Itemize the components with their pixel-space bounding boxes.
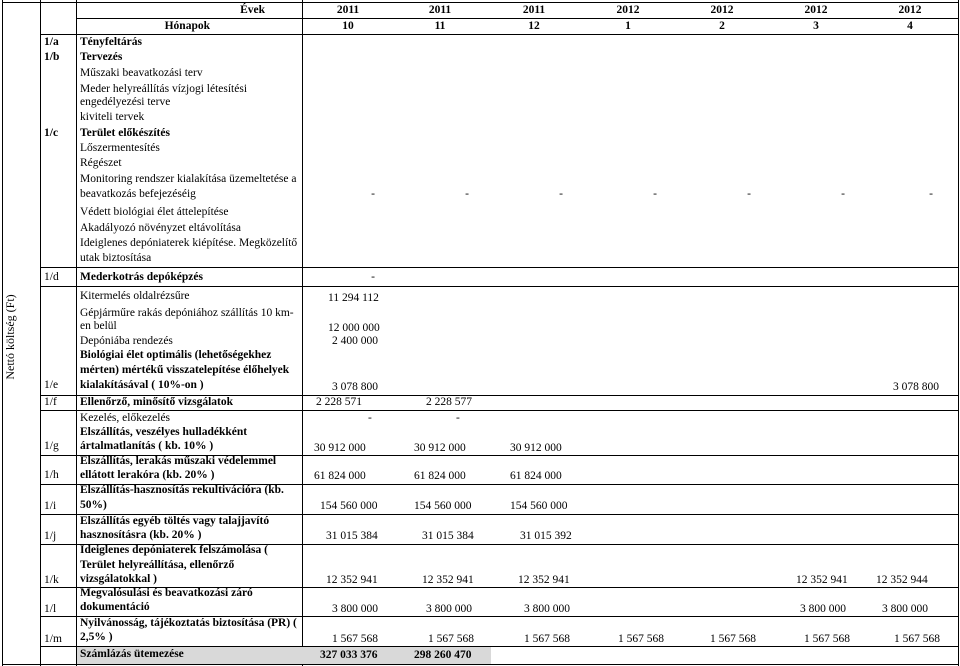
year-col-1: 2011 [336,4,360,16]
row-label: Gépjárműre rakás depóniához szállítás 10 km- [80,307,294,319]
year-col-7: 2012 [898,4,922,16]
row-label: 2,5% ) [80,631,113,643]
cell: - [653,188,657,200]
cell: 12 352 941 [518,574,570,586]
cell: 30 912 000 [510,442,562,454]
row-label: Terület előkészítés [80,127,170,139]
row-label: Elszállítás-hasznosítás rekultivációra (kb. [80,484,284,496]
cell: 31 015 384 [326,530,378,542]
cell: 1 567 568 [710,633,756,645]
row-label: Megvalósulási és beavatkozási záró [80,587,253,599]
cell: 154 560 000 [320,500,378,512]
cell: - [371,271,375,283]
cell: 3 078 800 [332,381,378,393]
month-col-6: 3 [813,20,819,32]
cell: - [368,412,372,424]
row-label: utak biztosítása [80,252,152,264]
row-code: 1/c [44,127,59,139]
cell: - [747,188,751,200]
row-label: Meder helyreállítás vízjogi létesítési [80,83,248,95]
cell: 30 912 000 [314,442,366,454]
year-col-2: 2011 [428,4,452,16]
cell: 2 400 000 [332,335,378,347]
cell: 12 352 941 [422,574,474,586]
years-label: Évek [240,4,265,16]
row-label: Monitoring rendszer kialakítása üzemeltetése a [80,173,297,185]
row-label: Elszállítás, lerakás műszaki védelemmel [80,455,277,467]
row-label: Terület helyreállítása, ellenőrző [80,559,235,571]
cell: 12 352 944 [876,574,928,586]
cell: 11 294 112 [328,292,379,304]
cell: 12 000 000 [328,322,380,334]
row-label: Akadályozó növényzet eltávolítása [80,222,241,234]
row-label: 50%) [80,499,107,511]
row-label: Tervezés [80,51,123,63]
cell: 30 912 000 [414,442,466,454]
cell: 2 228 571 [316,396,362,408]
year-col-3: 2011 [522,4,546,16]
cell: 1 567 568 [332,633,378,645]
side-label: Nettó költség (Ft) [3,294,17,380]
row-code: 1/f [44,396,57,408]
month-col-3: 12 [528,20,540,32]
cell: - [465,188,469,200]
row-label: Tényfeltárás [80,36,142,48]
row-label: mérten) mértékű visszatelepítése élőhelyek [80,364,290,376]
cell: 3 800 000 [800,603,846,615]
row-label: vizsgálatokkal ) [80,573,157,585]
months-label: Hónapok [164,20,210,32]
cell: 1 567 568 [428,633,474,645]
row-label: engedélyezési terve [80,96,171,108]
year-col-6: 2012 [804,4,828,16]
row-label: Kezelés, előkezelés [80,412,171,424]
cell: 154 560 000 [510,500,568,512]
row-label: dokumentáció [80,601,150,613]
month-col-2: 11 [434,20,446,32]
total-cell: 298 260 470 [414,649,472,661]
cell: 12 352 941 [796,574,848,586]
cell: 1 567 568 [804,633,850,645]
row-label: Lőszermentesítés [80,142,160,154]
cell: 1 567 568 [524,633,570,645]
cell: 1 567 568 [894,633,940,645]
cell: 3 800 000 [426,603,472,615]
cell: - [559,188,563,200]
cell: 61 824 000 [510,470,562,482]
cell: 61 824 000 [314,470,366,482]
row-label: kiviteli tervek [80,111,145,123]
month-col-1: 10 [342,20,354,32]
cell: 3 800 000 [524,603,570,615]
cell: 3 800 000 [882,603,928,615]
row-code: 1/h [44,469,59,481]
row-label: Elszállítás egyéb töltés vagy talajjavító [80,515,270,527]
cell: 31 015 384 [422,530,474,542]
row-code: 1/d [44,271,59,283]
cell: 61 824 000 [414,470,466,482]
row-code: 1/a [44,36,59,48]
row-label: ellátott lerakóra (kb. 20% ) [80,469,215,481]
cell: 3 078 800 [893,381,939,393]
row-label: Védett biológiai élet áttelepítése [80,206,229,218]
row-label: Nyilvánosság, tájékoztatás biztosítása (PR) ( [80,617,297,629]
row-code: 1/i [44,500,57,512]
cell: - [371,188,375,200]
row-code: 1/g [44,440,59,452]
row-label: Biológiai élet optimális (lehetőségekhez [80,349,272,361]
row-code: 1/k [44,574,59,586]
month-col-4: 1 [625,20,631,32]
row-code: 1/e [44,379,59,391]
cell: - [456,412,460,424]
cell: 1 567 568 [618,633,664,645]
cell: 154 560 000 [414,500,472,512]
row-code: 1/l [44,603,57,615]
row-label: en belül [80,320,117,332]
row-label: kialakításával ( 10%-on ) [80,379,204,391]
row-code: 1/m [44,633,62,645]
cell: - [929,188,933,200]
year-col-4: 2012 [616,4,640,16]
row-label: Depóniába rendezés [80,335,173,347]
row-code: 1/j [44,530,57,542]
cell: 31 015 392 [520,530,572,542]
total-cell: 327 033 376 [320,649,378,661]
cell: 2 228 577 [426,396,472,408]
row-label: Műszaki beavatkozási terv [80,67,203,79]
row-label: Elszállítás, veszélyes hulladékként [80,426,248,438]
row-label: hasznosításra (kb. 20% ) [80,529,202,541]
row-code: 1/b [44,51,60,63]
row-label: ártalmatlanítás ( kb. 10% ) [80,440,214,452]
cell: - [841,188,845,200]
row-label: beavatkozás befejezéséig [80,188,196,200]
row-label: Ideiglenes depóniaterek felszámolása ( [80,544,268,556]
row-label: Kitermelés oldalrézsűre [80,290,190,302]
row-label: Ellenőrző, minősítő vizsgálatok [80,396,234,408]
row-label: Ideiglenes depóniaterek kiépítése. Megközelítő [80,237,298,249]
month-col-5: 2 [719,20,725,32]
cell: 3 800 000 [332,603,378,615]
year-col-5: 2012 [710,4,734,16]
total-label: Számlázás ütemezése [80,648,184,660]
row-label: Mederkotrás depóképzés [80,271,203,283]
row-label: Régészet [80,157,122,169]
cell: 12 352 941 [326,574,378,586]
month-col-7: 4 [907,20,913,32]
